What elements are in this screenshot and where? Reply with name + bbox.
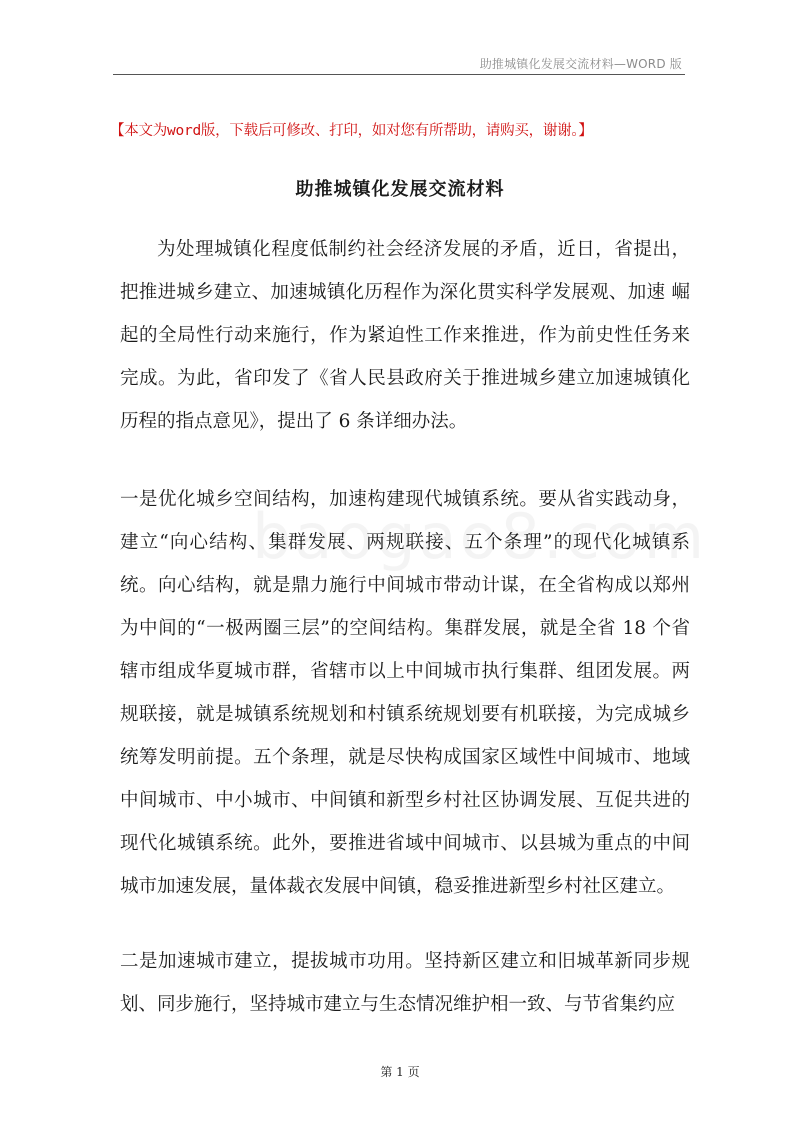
running-header: 助推城镇化发展交流材料—WORD 版 [479,57,682,71]
paragraph-first-measure: 一是优化城乡空间结构，加速构建现代城镇系统。要从省实践动身，建立“向心结构、集群发展、两规联接、五个条理”的现代化城镇系统。向心结构，就是鼎力施行中间城市带动计谋，在全省构成以郑州为中间的“一极两圈三层”的空间结构。集群发展，就是全省 18 个省辖市组成华夏城市群，省辖市以上中间城市执行集群、组团发展。两规联接，就是城镇系统规划和村镇系统规划要有机联接，为完成城乡统筹发明前提。五个条理，就是尽快构成国家区域性中间城市、地域中间城市、中小城市、中间镇和新型乡村社区协调发展、互促共进的现代化城镇系统。此外，要推进省域中间城市、以县城为重点的中间城市加速发展，量体裁衣发展中间镇，稳妥推进新型乡村社区建立。 [120,489,690,897]
paragraph-intro: 为处理城镇化程度低制约社会经济发展的矛盾，近日，省提出，把推进城乡建立、加速城镇化历程作为深化贯实科学发展观、加速 崛起的全局性行动来施行，作为紧迫性工作来推进，作为前史性任务来完成。为此，省印发了《省人民县政府关于推进城乡建立加速城镇化历程的指点意见》，提出了 6 条详细办法。 [120,239,690,432]
document-title: 助推城镇化发展交流材料 [295,179,505,200]
paragraph-second-measure: 二是加速城市建立，提拔城市功用。坚持新区建立和旧城革新同步规划、同步施行，坚持城市建立与生态情况维护相一致、与节省集约应 [120,951,690,1015]
header-divider [113,74,685,75]
page-number: 第 1 页 [380,1065,420,1079]
download-notice: 【本文为word版，下载后可修改、打印，如对您有所帮助，请购买，谢谢。】 [110,123,593,139]
